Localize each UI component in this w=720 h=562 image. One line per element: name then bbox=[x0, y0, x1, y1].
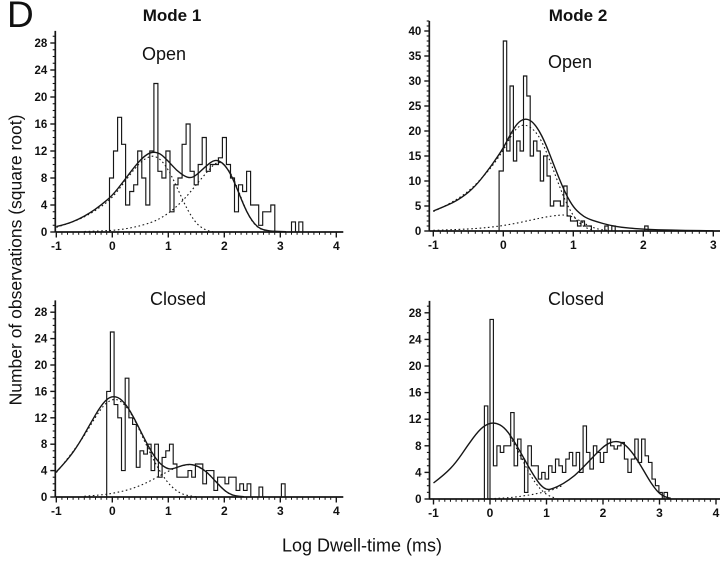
y-tick-label: 28 bbox=[34, 307, 48, 320]
y-tick-label: 16 bbox=[34, 119, 48, 131]
y-tick-label: 28 bbox=[408, 307, 422, 320]
y-tick-label: 0 bbox=[415, 494, 422, 506]
x-tick-label: 3 bbox=[656, 506, 663, 520]
axes bbox=[35, 300, 344, 518]
x-tick-label: 0 bbox=[486, 506, 494, 520]
x-tick-label: 1 bbox=[543, 506, 550, 520]
panel-mode1-open bbox=[35, 31, 344, 253]
y-tick-label: 4 bbox=[415, 467, 422, 480]
y-tick-label: 12 bbox=[34, 146, 48, 158]
y-tick-label: 20 bbox=[408, 361, 422, 373]
figure-panel-letter: D bbox=[7, 0, 34, 35]
y-tick-label: 24 bbox=[34, 333, 48, 346]
axes bbox=[35, 31, 344, 253]
histogram-outline bbox=[484, 319, 667, 499]
column-title-mode2: Mode 2 bbox=[548, 6, 608, 25]
x-tick-label: 0 bbox=[499, 238, 507, 252]
fit-curve bbox=[434, 423, 671, 498]
state-label-mode2-open: Open bbox=[547, 52, 593, 72]
panel-mode2-open bbox=[409, 21, 720, 252]
y-tick-label: 12 bbox=[408, 414, 422, 427]
state-label-mode1-open: Open bbox=[141, 44, 187, 64]
x-tick-label: 1 bbox=[164, 504, 172, 518]
y-tick-label: 4 bbox=[40, 200, 48, 212]
x-tick-label: 3 bbox=[276, 239, 284, 253]
histogram-outline bbox=[107, 332, 285, 497]
y-tick-label: 24 bbox=[408, 334, 422, 347]
x-tick-label: 1 bbox=[164, 239, 172, 253]
state-label-mode2-closed: Closed bbox=[547, 289, 605, 309]
x-tick-label: -1 bbox=[50, 504, 62, 518]
x-tick-label: -1 bbox=[428, 506, 439, 520]
y-tick-label: 5 bbox=[414, 201, 422, 213]
y-tick-label: 20 bbox=[34, 360, 48, 372]
y-tick-label: 20 bbox=[408, 126, 422, 138]
x-tick-label: 2 bbox=[220, 239, 228, 253]
y-tick-label: 8 bbox=[415, 440, 422, 453]
y-tick-label: 10 bbox=[408, 176, 422, 188]
x-tick-label: 4 bbox=[332, 239, 340, 253]
y-tick-label: 28 bbox=[34, 38, 48, 50]
x-tick-label: 4 bbox=[332, 504, 340, 518]
x-tick-label: 1 bbox=[569, 238, 577, 252]
y-tick-label: 12 bbox=[34, 412, 48, 425]
y-axis-label: Number of observations (square root) bbox=[5, 114, 26, 406]
fit-curve bbox=[433, 119, 713, 231]
histogram-outline bbox=[499, 41, 648, 231]
x-tick-label: -1 bbox=[427, 238, 439, 252]
panel-mode2-closed bbox=[409, 301, 720, 520]
x-tick-label: 0 bbox=[108, 239, 116, 253]
column-title-mode1: Mode 1 bbox=[142, 6, 202, 25]
x-tick-label: 2 bbox=[220, 504, 228, 518]
y-tick-label: 0 bbox=[40, 227, 48, 239]
y-tick-label: 15 bbox=[408, 151, 422, 163]
x-tick-label: 3 bbox=[709, 238, 717, 252]
fit-curve bbox=[56, 397, 244, 497]
state-label-mode1-closed: Closed bbox=[149, 289, 207, 309]
y-tick-label: 20 bbox=[34, 92, 48, 104]
x-tick-label: 0 bbox=[108, 504, 116, 518]
y-tick-label: 35 bbox=[408, 51, 422, 63]
y-tick-label: 8 bbox=[40, 173, 48, 185]
histogram-outline bbox=[110, 84, 303, 233]
x-tick-label: 3 bbox=[276, 504, 284, 518]
x-tick-label: 4 bbox=[712, 506, 720, 520]
y-tick-label: 16 bbox=[34, 386, 48, 399]
y-tick-label: 8 bbox=[40, 439, 48, 452]
y-tick-label: 16 bbox=[408, 387, 422, 400]
x-tick-label: 2 bbox=[639, 238, 647, 252]
x-tick-label: 2 bbox=[599, 506, 607, 520]
y-tick-label: 0 bbox=[414, 226, 422, 238]
y-tick-label: 40 bbox=[408, 26, 422, 38]
y-tick-label: 30 bbox=[408, 76, 422, 88]
component-curve bbox=[433, 215, 608, 231]
axes bbox=[409, 301, 720, 520]
y-tick-label: 25 bbox=[408, 101, 422, 113]
axes bbox=[409, 21, 720, 252]
x-tick-label: -1 bbox=[50, 239, 62, 253]
y-tick-label: 24 bbox=[34, 65, 48, 77]
panel-mode1-closed bbox=[35, 300, 344, 518]
fit-curve bbox=[56, 152, 286, 231]
x-axis-label: Log Dwell-time (ms) bbox=[281, 535, 443, 556]
component-curve bbox=[56, 399, 196, 496]
y-tick-label: 0 bbox=[40, 492, 48, 504]
y-tick-label: 4 bbox=[40, 465, 48, 478]
